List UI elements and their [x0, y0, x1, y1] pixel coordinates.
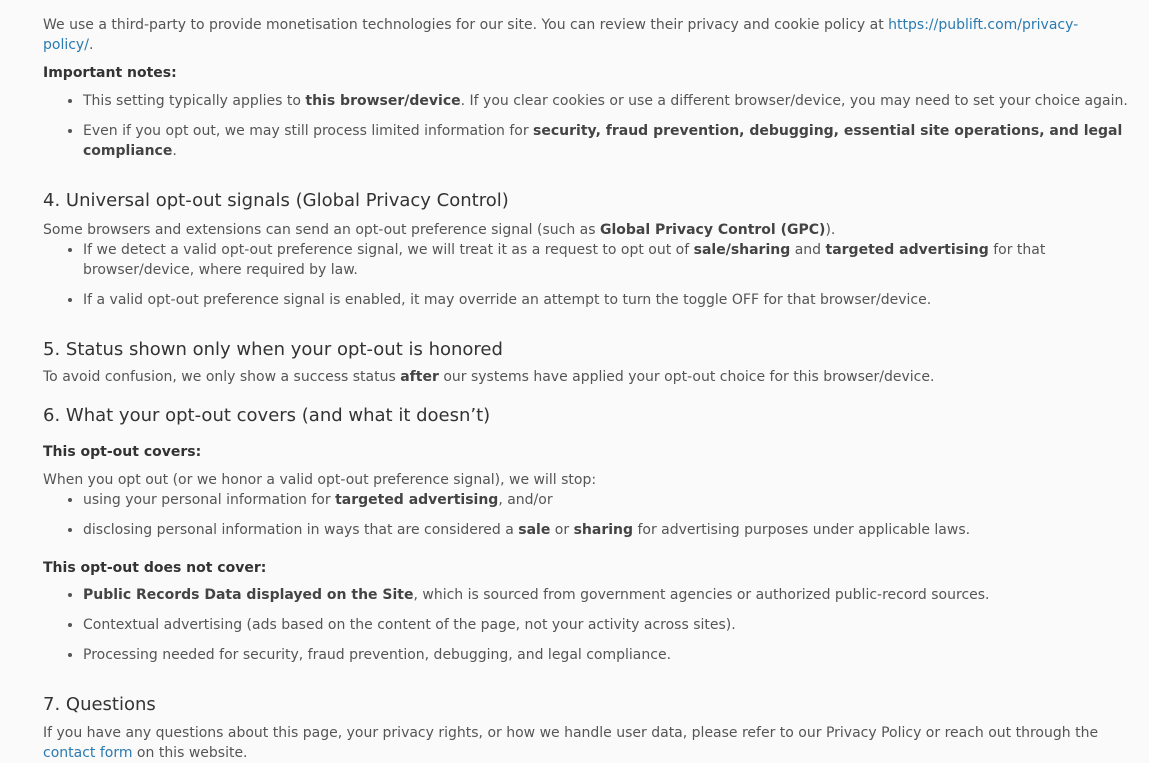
covers-title: This opt-out covers: — [43, 444, 202, 460]
list-item: • Public Records Data displayed on the Site, which is sourced from government agencies or authorized public-record sources. — [83, 585, 1128, 605]
list-item: • If we detect a valid opt-out preference signal, we will treat it as a request to opt out of sale/sharing and targeted advertising for that browser/device, where required by law. — [83, 240, 1128, 280]
important-notes-title: Important notes: — [43, 65, 177, 81]
covers-list — [43, 490, 1128, 540]
list-item: • This setting typically applies to this browser/device. If you clear cookies or use a different browser/device, you may need to set your choice again. — [83, 91, 1128, 111]
list-item: • Contextual advertising (ads based on the content of the page, not your activity across sites). — [83, 615, 1128, 635]
list-item: • Processing needed for security, fraud prevention, debugging, and legal compliance. — [83, 645, 1128, 665]
section-6-heading: 6. What your opt-out covers (and what it doesn’t) — [43, 405, 491, 426]
section-7-heading: 7. Questions — [43, 694, 156, 715]
not-cover-title: This opt-out does not cover: — [43, 560, 267, 576]
privacy-content — [43, 0, 1128, 763]
monetisation-paragraph: We use a third-party to provide monetisation technologies for our site. You can review their privacy and cookie policy at https://publift.com/privacy-policy/. — [43, 17, 1079, 53]
section-4-heading: 4. Universal opt-out signals (Global Privacy Control) — [43, 190, 509, 211]
list-item: • Even if you opt out, we may still process limited information for security, fraud prevention, debugging, essential site operations, and legal compliance. — [83, 121, 1128, 161]
contact-form-link[interactable]: contact form — [43, 745, 133, 761]
list-item: • disclosing personal information in ways that are considered a sale or sharing for advertising purposes under applicable laws. — [83, 520, 1128, 540]
gpc-lead-paragraph: Some browsers and extensions can send an opt-out preference signal (such as Global Privacy Control (GPC)). — [43, 222, 836, 238]
important-notes-list — [43, 91, 1128, 161]
section-5-heading: 5. Status shown only when your opt-out is honored — [43, 339, 503, 360]
gpc-list — [43, 240, 1128, 310]
status-paragraph: To avoid confusion, we only show a success status after our systems have applied your opt-out choice for this browser/device. — [43, 369, 935, 385]
questions-paragraph: If you have any questions about this page, your privacy rights, or how we handle user data, please refer to our Privacy Policy or reach out through the contact form on this website. — [43, 725, 1099, 761]
publift-privacy-link[interactable]: https://publift.com/privacy-policy/ — [43, 17, 1079, 53]
list-item: • using your personal information for targeted advertising, and/or — [83, 490, 1128, 510]
covers-lead-paragraph: When you opt out (or we honor a valid opt-out preference signal), we will stop: — [43, 472, 597, 488]
list-item: • If a valid opt-out preference signal is enabled, it may override an attempt to turn the toggle OFF for that browser/device. — [83, 290, 1128, 310]
not-cover-list — [43, 585, 1128, 665]
